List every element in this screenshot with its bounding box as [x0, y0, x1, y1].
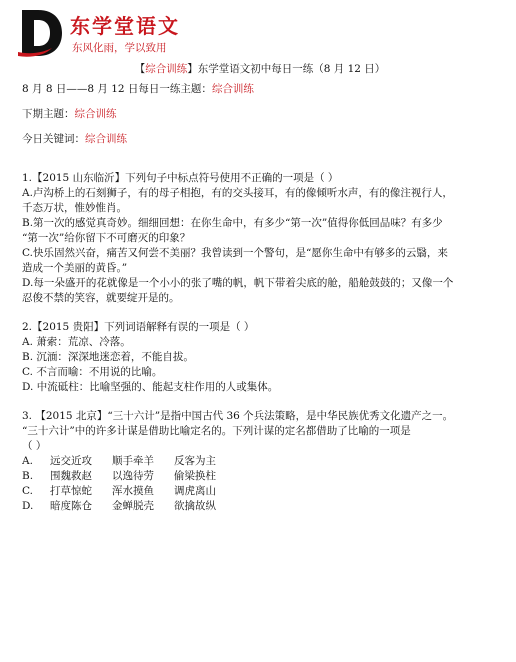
option-line: A.卢沟桥上的石刻狮子，有的母子相抱，有的交头接耳，有的像倾听水声，有的像注视行人，: [22, 187, 453, 199]
question-stem: 3. 【2015 北京】“三十六计”是指中国古代 36 个兵法策略，是中华民族优秀文化遗产之一。: [22, 410, 454, 422]
option-line: 造成一个美丽的黄昏。”: [22, 262, 128, 274]
worksheet: [22, 62, 498, 514]
option-row-a: A. 远交近攻 顺手牵羊 反客为主: [22, 455, 216, 467]
logo-slogan: 东风化雨，学以致用: [72, 42, 167, 54]
option-line: 千态万状，惟妙惟肖。: [22, 202, 127, 214]
option-line: B. 沉湎：深深地迷恋着，不能自拔。: [22, 351, 194, 363]
logo-d-icon: [18, 8, 64, 58]
question-stem: “三十六计”中的许多计谋是借助比喻定名的。下列计谋的定名都借助了比喻的一项是: [22, 425, 411, 437]
option-line: 忍俊不禁的笑容，就要绽开是的。: [22, 292, 180, 304]
question-stem: 2.【2015 贵阳】下列词语解释有误的一项是（ ）: [22, 321, 255, 333]
option-line: D. 中流砥柱：比喻坚强的、能起支柱作用的人或集体。: [22, 381, 279, 393]
option-row-c: C. 打草惊蛇 浑水摸鱼 调虎离山: [22, 485, 216, 497]
option-line: A. 萧索：荒凉、冷落。: [22, 336, 131, 348]
question-3: [22, 409, 498, 514]
title-tag: 综合训练: [145, 63, 188, 75]
question-2: [22, 320, 498, 395]
brand-logo: [18, 8, 238, 58]
theme-range: 8 月 8 日——8 月 12 日每日一练主题：综合训练: [22, 83, 254, 95]
title-text: 东学堂语文初中每日一练（8 月 12 日）: [197, 63, 386, 75]
option-row-b: B. 围魏救赵 以逸待劳 偷梁换柱: [22, 470, 216, 482]
option-line: C.快乐固然兴奋，痛苦又何尝不美丽？我曾读到一个警句，是“愿你生命中有够多的云翳，来: [22, 247, 448, 259]
next-theme: 下期主题：综合训练: [22, 108, 117, 120]
option-line: D.每一朵盛开的花就像是一个小小的张了嘴的帆，帆下带着尖底的舱，船舱鼓鼓的；又像一个: [22, 277, 454, 289]
option-line: “第一次”给你留下不可磨灭的印象？: [22, 232, 191, 244]
logo-name: 东学堂语文: [70, 14, 180, 38]
question-stem: （ ）: [22, 440, 47, 452]
today-keyword: 今日关键词：综合训练: [22, 133, 127, 145]
option-line: B.第一次的感觉真奇妙。细细回想：在你生命中，有多少“第一次”值得你低回品味？有多少: [22, 217, 443, 229]
option-line: C. 不言而喻：不用说的比喻。: [22, 366, 163, 378]
option-row-d: D. 暗度陈仓 金蝉脱壳 欲擒故纵: [22, 500, 216, 512]
question-1: [22, 171, 498, 306]
page-title: 【综合训练】东学堂语文初中每日一练（8 月 12 日）: [134, 63, 386, 75]
option-grid: [22, 454, 498, 514]
question-stem: 1.【2015 山东临沂】下列句子中标点符号使用不正确的一项是（ ）: [22, 172, 339, 184]
